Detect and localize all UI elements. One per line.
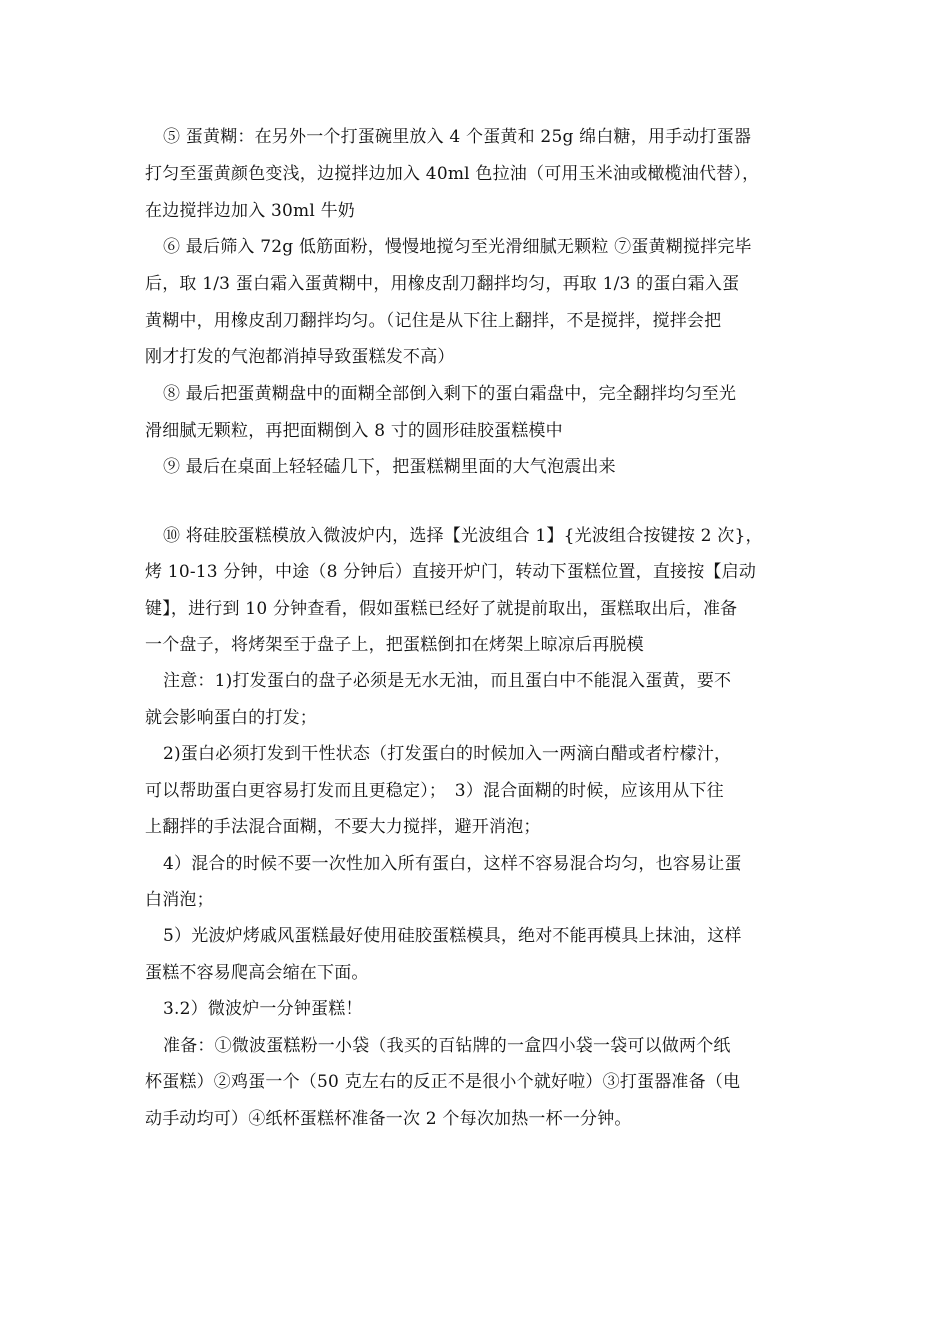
text-line-21: 白消泡； <box>145 890 214 910</box>
text-line-20: 4）混合的时候不要一次性加入所有蛋白，这样不容易混合均匀，也容易让蛋 <box>163 854 742 874</box>
text-line-2: 打匀至蛋黄颜色变浅，边搅拌边加入 40ml 色拉油（可用玉米油或橄榄油代替）， <box>145 164 760 184</box>
text-line-7: 刚才打发的气泡都消掉导致蛋糕发不高） <box>145 347 455 367</box>
text-line-18: 可以帮助蛋白更容易打发而且更稳定）； 3）混合面糊的时候，应该用从下往 <box>145 781 724 801</box>
text-line-1: ⑤ 蛋黄糊：在另外一个打蛋碗里放入 4 个蛋黄和 25g 绵白糖，用手动打蛋器 <box>163 127 752 147</box>
text-line-10: ⑨ 最后在桌面上轻轻磕几下，把蛋糕糊里面的大气泡震出来 <box>163 457 616 477</box>
text-line-22: 5）光波炉烤戚风蛋糕最好使用硅胶蛋糕模具，绝对不能再模具上抹油，这样 <box>163 926 742 946</box>
text-line-17: 2)蛋白必须打发到干性状态（打发蛋白的时候加入一两滴白醋或者柠檬汁， <box>163 744 732 764</box>
text-line-5: 后，取 1/3 蛋白霜入蛋黄糊中，用橡皮刮刀翻拌均匀，再取 1/3 的蛋白霜入蛋 <box>145 274 740 294</box>
text-line-13: 键】，进行到 10 分钟查看，假如蛋糕已经好了就提前取出，蛋糕取出后，准备 <box>145 599 738 619</box>
text-line-24: 3.2）微波炉一分钟蛋糕！ <box>163 999 363 1019</box>
text-line-12: 烤 10-13 分钟，中途（8 分钟后）直接开炉门，转动下蛋糕位置，直接按【启动 <box>145 562 757 582</box>
text-line-11: ⑩ 将硅胶蛋糕模放入微波炉内，选择【光波组合 1】{光波组合按键按 2 次}， <box>163 526 763 546</box>
text-line-23: 蛋糕不容易爬高会缩在下面。 <box>145 963 369 983</box>
text-line-4: ⑥ 最后筛入 72g 低筋面粉，慢慢地搅匀至光滑细腻无颗粒 ⑦蛋黄糊搅拌完毕 <box>163 237 752 257</box>
text-line-14: 一个盘子，将烤架至于盘子上，把蛋糕倒扣在烤架上晾凉后再脱模 <box>145 635 644 655</box>
text-line-19: 上翻拌的手法混合面糊，不要大力搅拌，避开消泡； <box>145 817 541 837</box>
text-line-9: 滑细腻无颗粒，再把面糊倒入 8 寸的圆形硅胶蛋糕模中 <box>145 421 563 441</box>
text-line-16: 就会影响蛋白的打发； <box>145 708 317 728</box>
text-line-15: 注意：1)打发蛋白的盘子必须是无水无油，而且蛋白中不能混入蛋黄，要不 <box>163 671 732 691</box>
text-line-3: 在边搅拌边加入 30ml 牛奶 <box>145 201 355 221</box>
text-line-26: 杯蛋糕）②鸡蛋一个（50 克左右的反正不是很小个就好啦）③打蛋器准备（电 <box>145 1072 741 1092</box>
text-line-27: 动手动均可）④纸杯蛋糕杯准备一次 2 个每次加热一杯一分钟。 <box>145 1109 632 1129</box>
text-line-6: 黄糊中，用橡皮刮刀翻拌均匀。（记住是从下往上翻拌，不是搅拌，搅拌会把 <box>145 311 722 331</box>
text-line-25: 准备：①微波蛋糕粉一小袋（我买的百钻牌的一盒四小袋一袋可以做两个纸 <box>163 1036 731 1056</box>
text-line-8: ⑧ 最后把蛋黄糊盘中的面糊全部倒入剩下的蛋白霜盘中，完全翻拌均匀至光 <box>163 384 737 404</box>
